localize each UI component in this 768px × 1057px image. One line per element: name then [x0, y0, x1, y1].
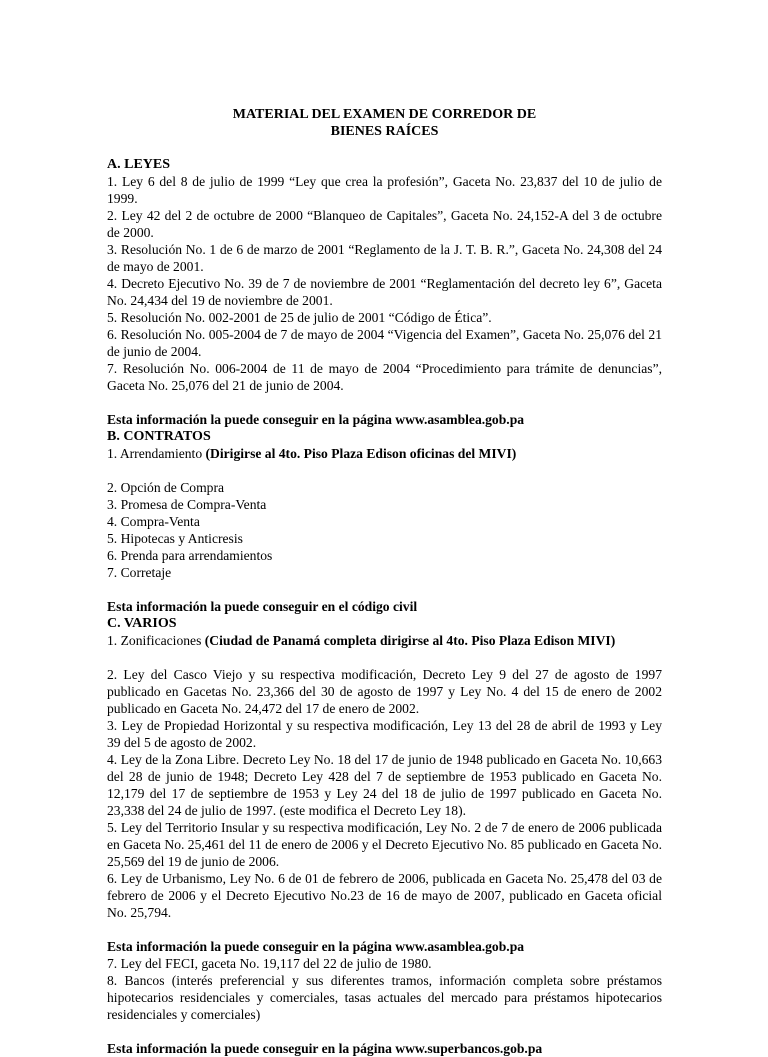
- list-item: 4. Decreto Ejecutivo No. 39 de 7 de noviembre de 2001 “Reglamentación del decreto ley 6”, Gaceta No. 24,434 del 19 de noviembre de 2001.: [107, 276, 662, 308]
- list-item: 6. Ley de Urbanismo, Ley No. 6 de 01 de febrero de 2006, publicada en Gaceta No. 25,478 del 03 de febrero de 2006 y el Decreto Ejecutivo No.23 de 16 de mayo de 2007, publicado en Gaceta oficial No. 25,794.: [107, 871, 662, 920]
- list-item: 4. Compra-Venta: [107, 514, 200, 529]
- source-note: Esta información la puede conseguir en el código civil: [107, 599, 418, 614]
- list-item: 3. Resolución No. 1 de 6 de marzo de 2001 “Reglamento de la J. T. B. R.”, Gaceta No. 24,308 del 24 de mayo de 2001.: [107, 242, 662, 274]
- list-item: 5. Ley del Territorio Insular y su respectiva modificación, Ley No. 2 de 7 de enero de 2006 publicada en Gaceta No. 25,461 del 11 de enero de 2006 y el Decreto Ejecutivo No. 85 publicado en Gaceta No. 25,569 del 19 de junio de 2006.: [107, 820, 662, 869]
- list-item: 5. Hipotecas y Anticresis: [107, 531, 243, 546]
- list-item: 5. Resolución No. 002-2001 de 25 de julio de 2001 “Código de Ética”.: [107, 310, 492, 325]
- list-item: 3. Promesa de Compra-Venta: [107, 497, 267, 512]
- title-line-2: BIENES RAÍCES: [330, 124, 439, 139]
- list-item: 2. Ley del Casco Viejo y su respectiva modificación, Decreto Ley 9 del 27 de agosto de 1997 publicado en Gacetas No. 23,366 del 30 de agosto de 1997 y Ley No. 4 del 15 de enero de 2002 publicado en Gaceta No. 24,472 del 17 de enero de 2002.: [107, 667, 662, 716]
- list-item: 3. Ley de Propiedad Horizontal y su respectiva modificación, Ley 13 del 28 de abril de 1993 y Ley 39 del 5 de agosto de 2002.: [107, 718, 662, 750]
- document-page: [107, 106, 662, 1057]
- list-item: [107, 632, 662, 649]
- section-heading: B. CONTRATOS: [107, 429, 211, 444]
- source-note: Esta información la puede conseguir en la página www.asamblea.gob.pa: [107, 939, 525, 954]
- list-item: 1. Ley 6 del 8 de julio de 1999 “Ley que crea la profesión”, Gaceta No. 23,837 del 10 de julio de 1999.: [107, 174, 662, 206]
- list-item: 7. Corretaje: [107, 565, 172, 580]
- list-item: 7. Ley del FECI, gaceta No. 19,117 del 22 de julio de 1980.: [107, 956, 432, 971]
- list-item: 2. Ley 42 del 2 de octubre de 2000 “Blanqueo de Capitales”, Gaceta No. 24,152-A del 3 de octubre de 2000.: [107, 208, 662, 240]
- section-heading: A. LEYES: [107, 157, 171, 172]
- item-text: 1. Arrendamiento: [107, 446, 206, 461]
- list-item: [107, 445, 662, 462]
- list-item: 6. Resolución No. 005-2004 de 7 de mayo de 2004 “Vigencia del Examen”, Gaceta No. 25,076 del 21 de junio de 2004.: [107, 327, 662, 359]
- section-varios: [107, 615, 662, 1057]
- list-item: 4. Ley de la Zona Libre. Decreto Ley No. 18 del 17 de junio de 1948 publicado en Gaceta No. 10,663 del 28 de junio de 1948; Decreto Ley 428 del 7 de septiembre de 1953 publicado en Gaceta No. 12,179 del 17 de septiembre de 1953 y Ley 24 del 18 de julio de 1997 publicado en Gaceta No. 23,338 del 24 de julio de 1997. (este modifica el Decreto Ley 18).: [107, 752, 662, 818]
- item-text: 1. Zonificaciones: [107, 633, 205, 648]
- list-item: 7. Resolución No. 006-2004 de 11 de mayo de 2004 “Procedimiento para trámite de denuncias”, Gaceta No. 25,076 del 21 de junio de 2004.: [107, 361, 662, 393]
- section-leyes: [107, 156, 662, 428]
- list-item: 8. Bancos (interés preferencial y sus diferentes tramos, información completa sobre préstamos hipotecarios residenciales y comerciales, tasas actuales del mercado para préstamos hipotecarios residenciales y comerciales): [107, 973, 662, 1022]
- source-note: Esta información la puede conseguir en la página www.superbancos.gob.pa: [107, 1041, 543, 1056]
- source-note: Esta información la puede conseguir en la página www.asamblea.gob.pa: [107, 412, 525, 427]
- item-bold-text: (Dirigirse al 4to. Piso Plaza Edison oficinas del MIVI): [205, 446, 517, 461]
- section-heading: C. VARIOS: [107, 616, 177, 631]
- list-item: 6. Prenda para arrendamientos: [107, 548, 273, 563]
- title-line-1: MATERIAL DEL EXAMEN DE CORREDOR DE: [232, 107, 537, 122]
- section-contratos: [107, 428, 662, 615]
- list-item: 2. Opción de Compra: [107, 480, 225, 495]
- item-bold-text: (Ciudad de Panamá completa dirigirse al 4to. Piso Plaza Edison MIVI): [204, 633, 616, 648]
- document-title: [107, 106, 662, 140]
